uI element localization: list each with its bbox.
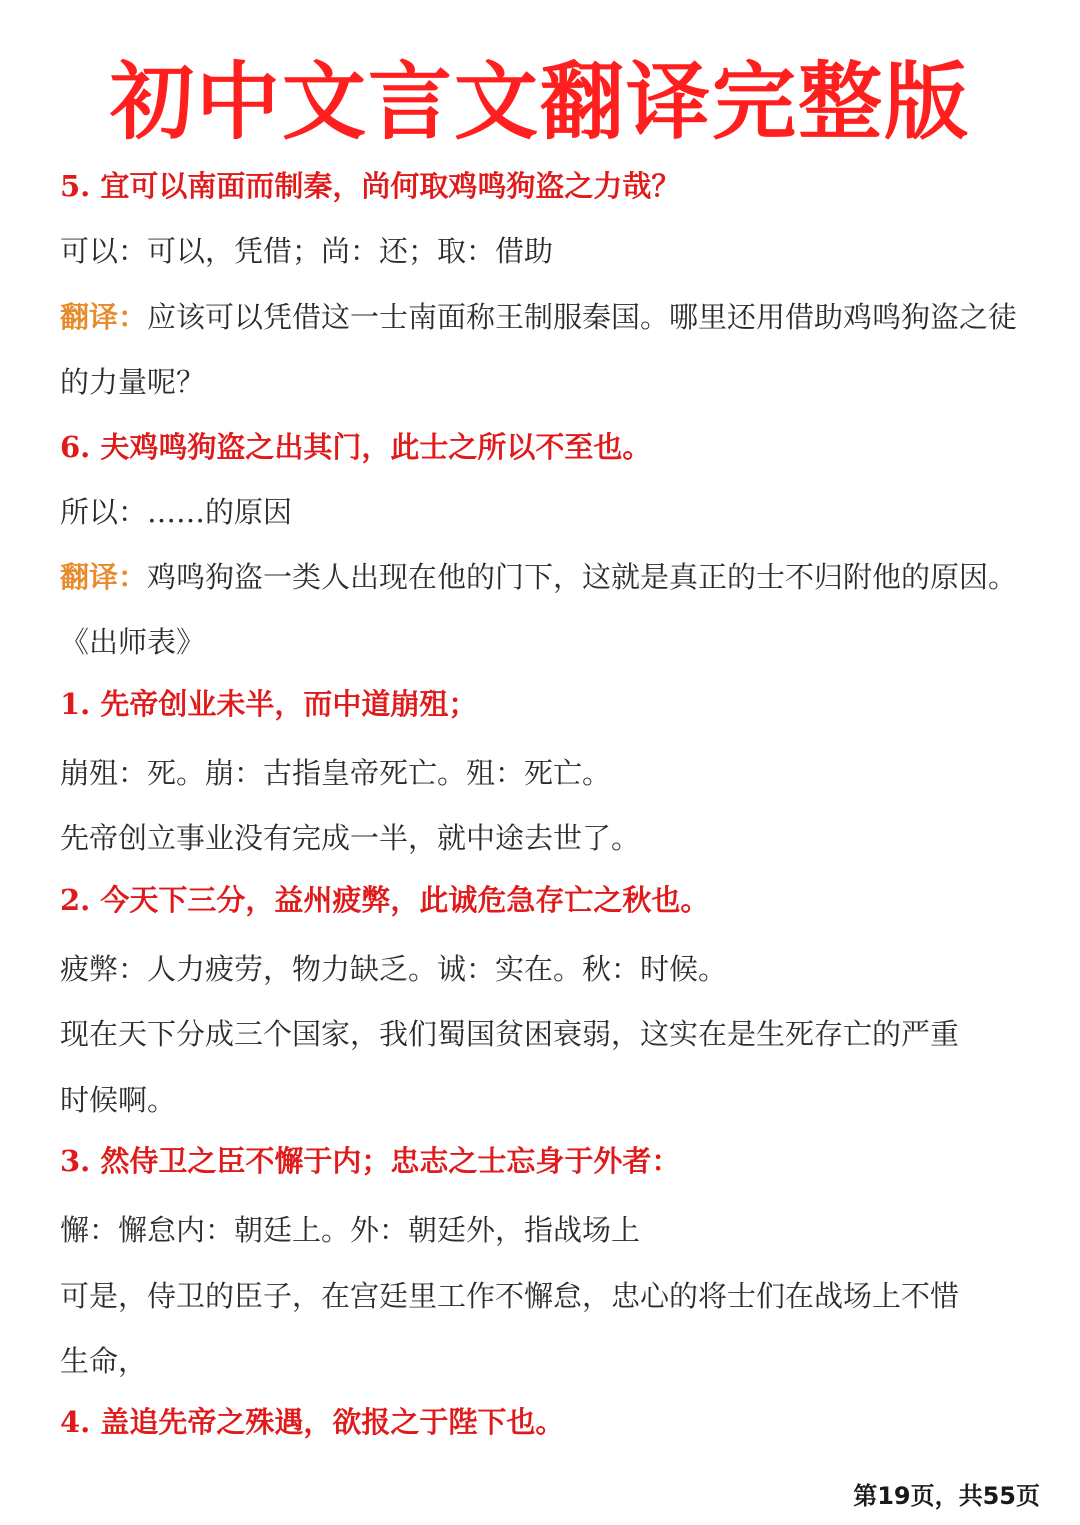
translation-s3-cont: 生命， bbox=[60, 1344, 148, 1378]
translation-s2: 现在天下分成三个国家，我们蜀国贫困衰弱，这实在是生死存亡的严重 bbox=[60, 1017, 960, 1051]
translation-s2-cont: 时候啊。 bbox=[60, 1083, 177, 1117]
question-5: 5. 宜可以南面而制秦，尚何取鸡鸣狗盗之力哉？ bbox=[60, 169, 681, 203]
notes-s1: 崩殂：死。崩：古指皇帝死亡。殂：死亡。 bbox=[60, 756, 612, 790]
translation-text: 鸡鸣狗盗一类人出现在他的门下，这就是真正的士不归附他的原因。 bbox=[147, 560, 1018, 594]
question-6: 6. 夫鸡鸣狗盗之出其门，此士之所以不至也。 bbox=[60, 430, 652, 464]
notes-s2: 疲弊：人力疲劳，物力缺乏。诚：实在。秋：时候。 bbox=[60, 952, 728, 986]
section-heading: 《出师表》 bbox=[60, 625, 206, 659]
translation-s3: 可是，侍卫的臣子，在宫廷里工作不懈怠，忠心的将士们在战场上不惜 bbox=[60, 1279, 960, 1313]
sentence-3: 3. 然侍卫之臣不懈于内；忠志之士忘身于外者： bbox=[60, 1144, 681, 1178]
page-title: 初中文言文翻译完整版 bbox=[109, 53, 970, 151]
sentence-1: 1. 先帝创业未半，而中道崩殂； bbox=[60, 687, 478, 721]
sentence-2: 2. 今天下三分，益州疲弊，此诚危急存亡之秋也。 bbox=[60, 883, 710, 917]
notes-5: 可以：可以，凭借；尚：还；取：借助 bbox=[60, 234, 554, 268]
translation-5 bbox=[60, 297, 1040, 337]
sentence-4: 4. 盖追先帝之殊遇，欲报之于陛下也。 bbox=[60, 1405, 565, 1439]
translation-6 bbox=[60, 557, 1040, 597]
translation-text: 应该可以凭借这一士南面称王制服秦国。哪里还用借助鸡鸣狗盗之徒 bbox=[147, 300, 1018, 334]
translation-label: 翻译： bbox=[60, 300, 148, 334]
notes-s3: 懈：懈怠内：朝廷上。外：朝廷外，指战场上 bbox=[60, 1213, 641, 1247]
translation-5-cont: 的力量呢？ bbox=[60, 365, 206, 399]
notes-6: 所以：……的原因 bbox=[60, 495, 293, 529]
translation-label: 翻译： bbox=[60, 560, 148, 594]
translation-s1: 先帝创立事业没有完成一半，就中途去世了。 bbox=[60, 821, 641, 855]
page-number: 第19页，共55页 bbox=[853, 1482, 1040, 1510]
